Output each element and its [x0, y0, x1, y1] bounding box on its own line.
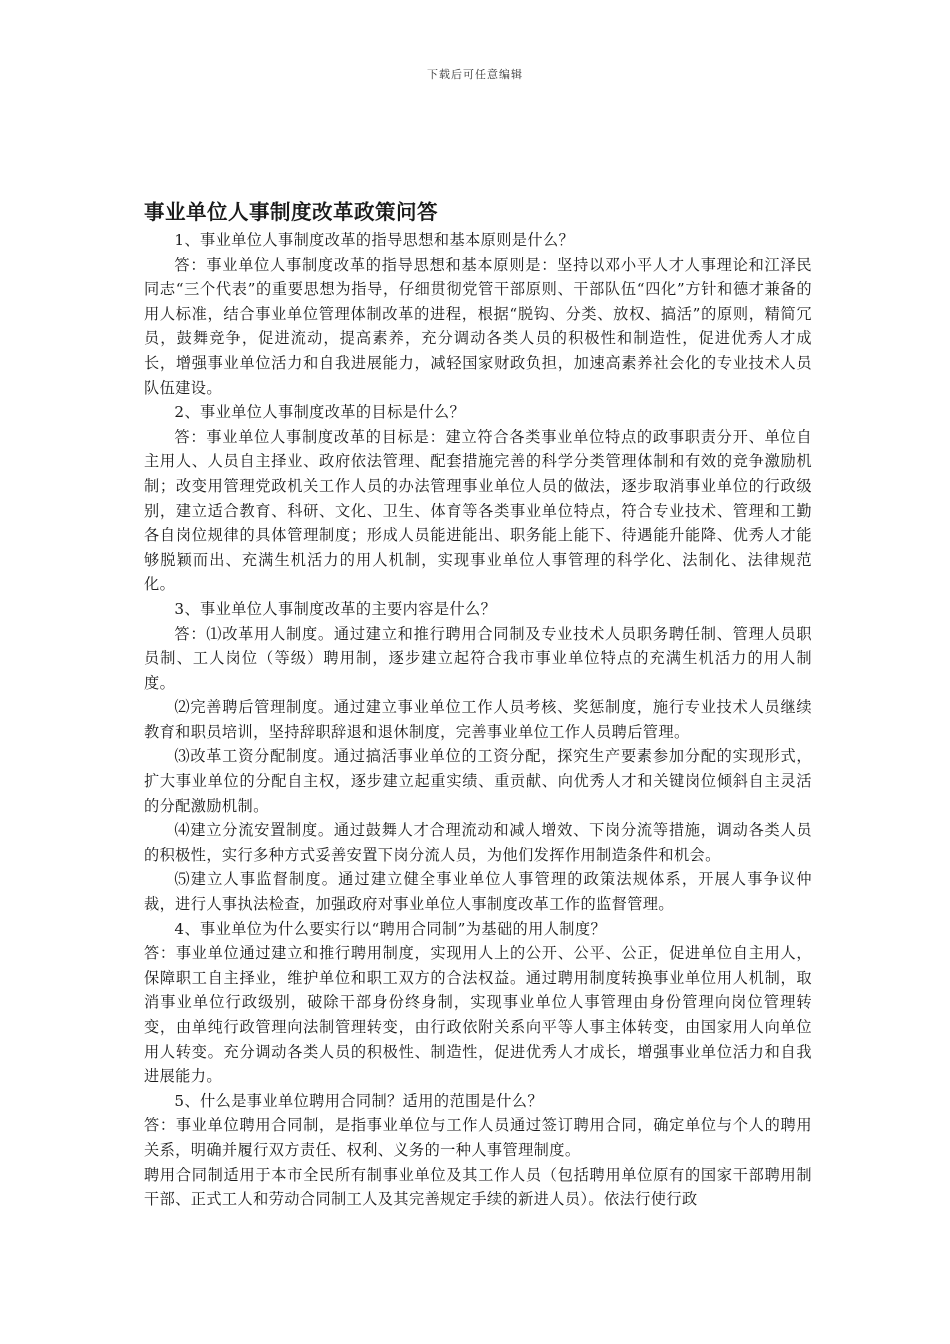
paragraph: 5、什么是事业单位聘用合同制？适用的范围是什么？ — [174, 1091, 543, 1110]
paragraph: ⑸建立人事监督制度。通过建立健全事业单位人事管理的政策法规体系，开展人事争议仲裁，进行人事执法检查，加强政府对事业单位人事制度改革工作的监督管理。 — [144, 870, 812, 914]
paragraph: 答：⑴改革用人制度。通过建立和推行聘用合同制及专业技术人员职务聘任制、管理人员职员制、工人岗位（等级）聘用制，逐步建立起符合我市事业单位特点的充满生机活力的用人制度。 — [144, 624, 812, 692]
paragraph: 答：事业单位聘用合同制，是指事业单位与工作人员通过签订聘用合同，确定单位与个人的聘用关系，明确并履行双方责任、权利、义务的一种人事管理制度。 — [144, 1116, 812, 1159]
paragraph: 答：事业单位人事制度改革的指导思想和基本原则是：坚持以邓小平人才人事理论和江泽民同志“三个代表”的重要思想为指导，仔细贯彻党管干部原则、干部队伍“四化”方针和德才兼备的用人标准，结合事业单位管理体制改革的进程，根据“脱钩、分类、放权、搞活”的原则，精简冗员，鼓舞竞争，促进流动，提高素养，充分调动各类人员的积极性和制造性，促进优秀人才成长，增强事业单位活力和自我进展能力，减轻国家财政负担，加速高素养社会化的专业技术人员队伍建设。 — [144, 255, 812, 397]
page-header: 下载后可任意编辑 — [427, 68, 523, 81]
document-body — [144, 196, 812, 1212]
paragraph: ⑷建立分流安置制度。通过鼓舞人才合理流动和减人增效、下岗分流等措施，调动各类人员的积极性，实行多种方式妥善安置下岗分流人员，为他们发挥作用制造条件和机会。 — [144, 821, 812, 864]
paragraph: 3、事业单位人事制度改革的主要内容是什么？ — [174, 599, 497, 618]
paragraph-list — [144, 228, 812, 1212]
paragraph: ⑵完善聘后管理制度。通过建立事业单位工作人员考核、奖惩制度，施行专业技术人员继续教育和职员培训，坚持辞职辞退和退休制度，完善事业单位工作人员聘后管理。 — [144, 698, 812, 741]
paragraph: 答：事业单位通过建立和推行聘用制度，实现用人上的公开、公平、公正，促进单位自主用人，保障职工自主择业，维护单位和职工双方的合法权益。通过聘用制度转换事业单位用人机制，取消事业单位行政级别，破除干部身份终身制，实现事业单位人事管理由身份管理向岗位管理转变，由单纯行政管理向法制管理转变，由行政依附关系向平等人事主体转变，由国家用人向单位用人转变。充分调动各类人员的积极性、制造性，促进优秀人才成长，增强事业单位活力和自我进展能力。 — [144, 944, 812, 1086]
paragraph: 聘用合同制适用于本市全民所有制事业单位及其工作人员（包括聘用单位原有的国家干部聘用制干部、正式工人和劳动合同制工人及其完善规定手续的新进人员）。依法行使行政 — [144, 1165, 812, 1209]
paragraph: 4、事业单位为什么要实行以“聘用合同制”为基础的用人制度？ — [174, 919, 607, 938]
paragraph: 2、事业单位人事制度改革的目标是什么？ — [174, 403, 466, 422]
document-title: 事业单位人事制度改革政策问答 — [144, 200, 438, 224]
paragraph: 1、事业单位人事制度改革的指导思想和基本原则是什么？ — [174, 231, 575, 249]
paragraph: 答：事业单位人事制度改革的目标是：建立符合各类事业单位特点的政事职责分开、单位自主用人、人员自主择业、政府依法管理、配套措施完善的科学分类管理体制和有效的竞争激励机制；改变用管理党政机关工作人员的办法管理事业单位人员的做法，逐步取消事业单位的行政级别，建立适合教育、科研、文化、卫生、体育等各类事业单位特点，符合专业技术、管理和工勤各自岗位规律的具体管理制度；形成人员能进能出、职务能上能下、待遇能升能降、优秀人才能够脱颖而出、充满生机活力的用人机制，实现事业单位人事管理的科学化、法制化、法律规范化。 — [144, 427, 812, 594]
paragraph: ⑶改革工资分配制度。通过搞活事业单位的工资分配，探究生产要素参加分配的实现形式，扩大事业单位的分配自主权，逐步建立起重实绩、重贡献、向优秀人才和关键岗位倾斜自主灵活的分配激励机制。 — [144, 747, 812, 815]
